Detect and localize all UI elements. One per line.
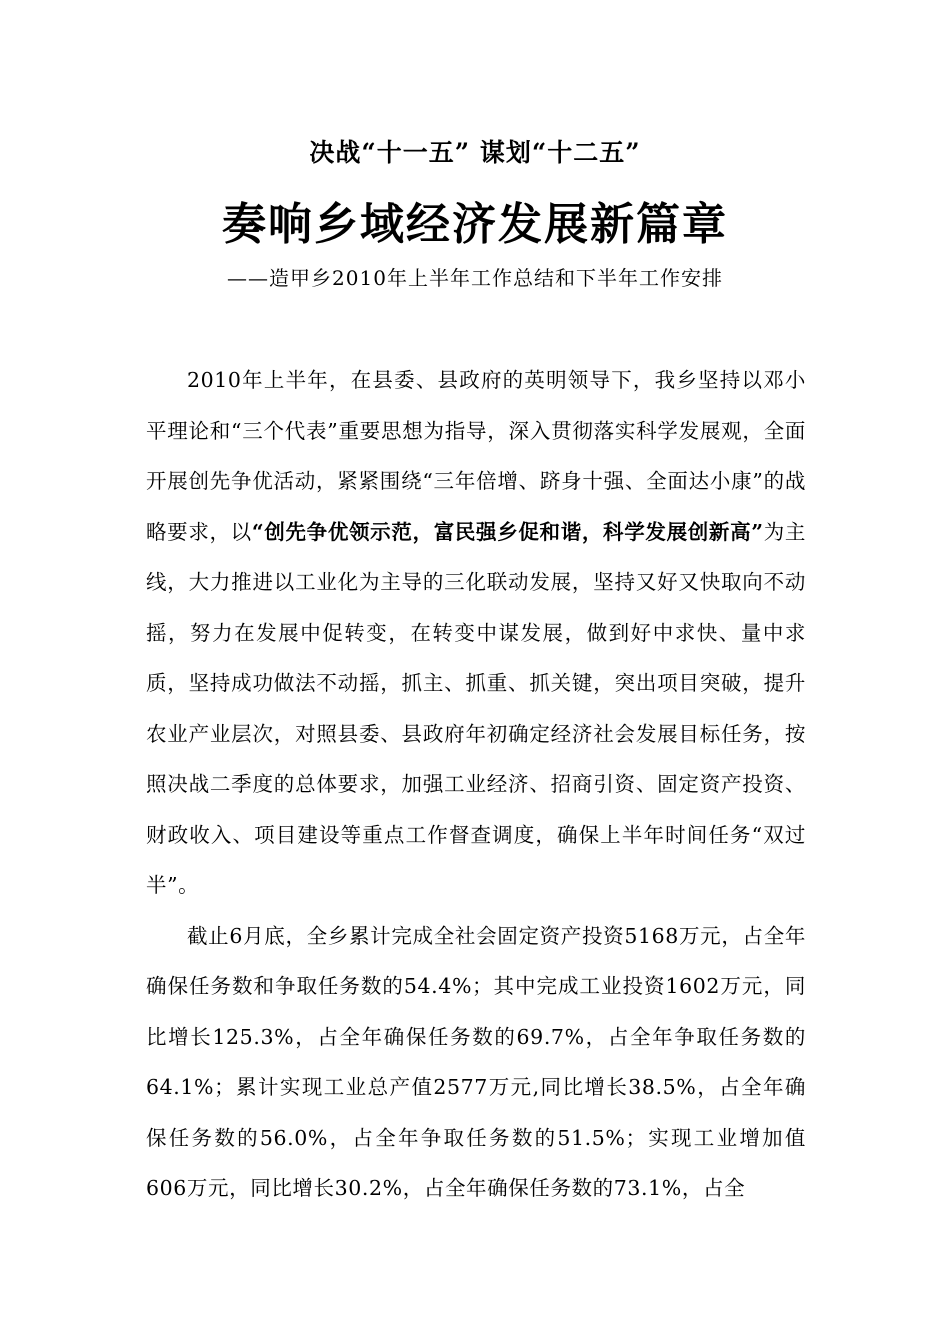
paragraph-1-bold-slogan: “创先争优领示范，富民强乡促和谐，科学发展创新高” [251,519,764,544]
document-body [146,355,806,1214]
paragraph-1-text-a: 2010年上半年，在县委、县政府的英明领导下，我乡坚持以邓小平理论和“三个代表”重要思想为指导，深入贯彻落实科学发展观，全面开展创先争优活动，紧紧围绕“三年倍增、跻身十强、全面达小康”的战略要求，以 [146,368,806,544]
document-kicker: 决战“十一五” 谋划“十二五” [309,138,641,167]
paragraph-2: 截止6月底，全乡累计完成全社会固定资产投资5168万元，占全年确保任务数和争取任务数的54.4%；其中完成工业投资1602万元，同比增长125.3%，占全年确保任务数的69.7%，占全年争取任务数的64.1%；累计实现工业总产值2577万元,同比增长38.5%，占全年确保任务数的56.0%，占全年争取任务数的51.5%；实现工业增加值606万元，同比增长30.2%，占全年确保任务数的73.1%，占全 [146,923,806,1200]
paragraph-1 [146,355,806,911]
paragraph-1-text-b: 为主线，大力推进以工业化为主导的三化联动发展，坚持又好又快取向不动摇，努力在发展中促转变，在转变中谋发展，做到好中求快、量中求质，坚持成功做法不动摇，抓主、抓重、抓关键，突出项目突破，提升农业产业层次，对照县委、县政府年初确定经济社会发展目标任务，按照决战二季度的总体要求，加强工业经济、招商引资、固定资产投资、财政收入、项目建设等重点工作督查调度，确保上半年时间任务“双过半”。 [146,519,806,897]
document-title: 奏响乡域经济发展新篇章 [222,199,728,250]
document-subtitle: ——造甲乡2010年上半年工作总结和下半年工作安排 [227,266,723,290]
